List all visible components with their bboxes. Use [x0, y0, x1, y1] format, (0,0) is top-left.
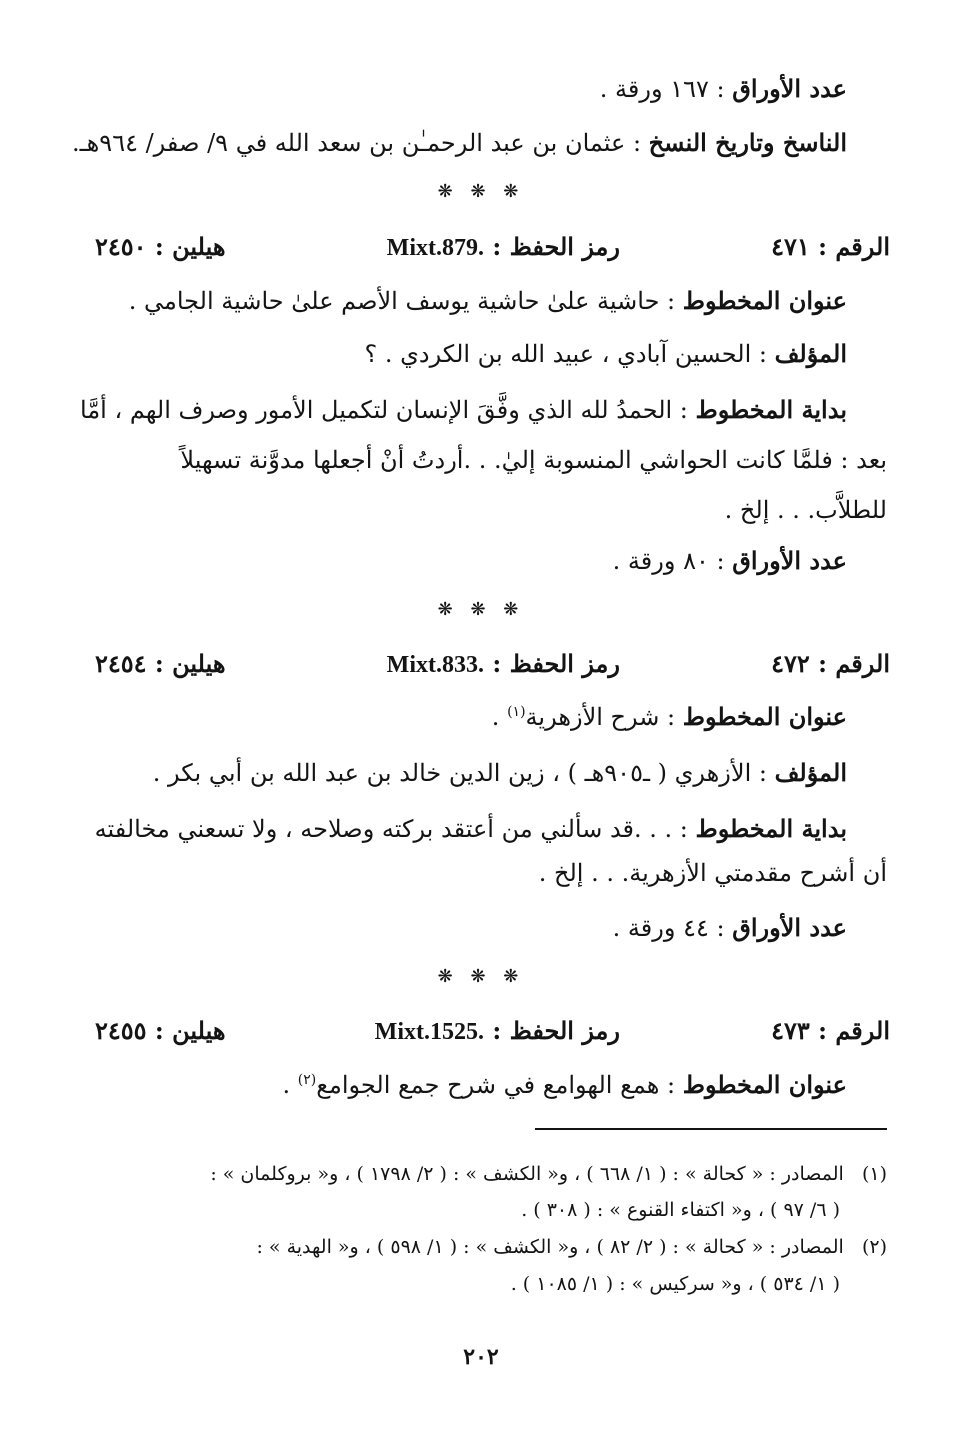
- footnote-ref[interactable]: (٢): [297, 1072, 317, 1088]
- leaves-count-line: عدد الأوراق : ٨٠ ورقة .: [612, 546, 847, 575]
- copyist-line: الناسخ وتاريخ النسخ : عثمان بن عبد الرحمـٰن بن سعد الله في ٩/ صفر/ ٩٦٤هـ.: [71, 128, 847, 157]
- entry-number: الرقم : ٤٧٣: [771, 1016, 890, 1045]
- incipit-line-2: بعد : فلمَّا كانت الحواشي المنسوبة إليٰ. . .أردتُ أنْ أجعلها مدوَّنة تسهيلاً: [180, 446, 887, 474]
- shelf-mark: رمز الحفظ : Mixt.1525.: [374, 1016, 620, 1045]
- footnote-2-line-1: (٢) المصادر : « كحالة » : ( ٢/ ٨٢ ) ، و« الكشف » : ( ١/ ٥٩٨ ) ، و« الهدية » :: [256, 1236, 887, 1258]
- footnote-ref[interactable]: (١): [507, 704, 526, 720]
- entry-header: [95, 646, 890, 682]
- footnote-1-line-1: (١) المصادر : « كحالة » : ( ١/ ٦٦٨ ) ، و« الكشف » : ( ٢/ ١٧٩٨ ) ، و« بروكلمان » :: [210, 1163, 887, 1185]
- section-separator: ❋ ❋ ❋: [437, 181, 525, 202]
- copyist-value: عثمان بن عبد الرحمـٰن بن سعد الله في ٩/ صفر/ ٩٦٤هـ.: [71, 129, 626, 157]
- incipit-line-1: بداية المخطوط : الحمدُ لله الذي وفَّقَ الإنسان لتكميل الأمور وصرف الهم ، أمَّا: [80, 395, 847, 424]
- helin-number: هيلين : ٢٤٥٠: [95, 232, 226, 261]
- incipit-line-1: بداية المخطوط : . . .قد سألني من أعتقد بركته وصلاحه ، ولا تسعني مخالفته: [94, 814, 847, 843]
- incipit-line-2: أن أشرح مقدمتي الأزهرية. . . إلخ .: [538, 859, 887, 887]
- shelf-mark: رمز الحفظ : Mixt.833.: [386, 649, 620, 678]
- footnote-number: (٢): [861, 1236, 887, 1258]
- manuscript-title-line: عنوان المخطوط : همع الهوامع في شرح جمع الجوامع$^{(٢)}$ .: [282, 1070, 847, 1099]
- shelf-mark: رمز الحفظ : Mixt.879.: [386, 232, 620, 261]
- entry-number: الرقم : ٤٧٢: [771, 649, 890, 678]
- manuscript-title: همع الهوامع في شرح جمع الجوامع: [316, 1071, 660, 1099]
- manuscript-title: حاشية علىٰ حاشية يوسف الأصم علىٰ حاشية الجامي .: [128, 287, 660, 315]
- leaves-count-line: عدد الأوراق : ١٦٧ ورقة .: [599, 74, 847, 103]
- helin-number: هيلين : ٢٤٥٥: [95, 1016, 226, 1045]
- author-line: المؤلف : الأزهري ( ـ٩٠٥هـ ) ، زين الدين خالد بن عبد الله بن أبي بكر .: [152, 758, 847, 787]
- author-value: الحسين آبادي ، عبيد الله بن الكردي . ؟: [364, 340, 752, 368]
- manuscript-title-line: عنوان المخطوط : شرح الأزهرية$^{(١)}$ .: [491, 702, 847, 731]
- entry-header: [95, 1013, 890, 1049]
- author-line: المؤلف : الحسين آبادي ، عبيد الله بن الكردي . ؟: [364, 339, 847, 368]
- footnote-1-line-2: ( ٦/ ٩٧ ) ، و« اكتفاء القنوع » : ( ٣٠٨ ) .: [521, 1199, 840, 1221]
- manuscript-title: شرح الأزهرية: [525, 703, 660, 731]
- entry-number: الرقم : ٤٧١: [771, 232, 890, 261]
- footnote-separator: [535, 1128, 887, 1130]
- page-number: ٢٠٢: [463, 1344, 499, 1370]
- section-separator: ❋ ❋ ❋: [437, 966, 525, 987]
- leaves-count-label: عدد الأوراق: [732, 74, 847, 103]
- manuscript-title-line: عنوان المخطوط : حاشية علىٰ حاشية يوسف الأصم علىٰ حاشية الجامي .: [128, 286, 847, 315]
- author-value: الأزهري ( ـ٩٠٥هـ ) ، زين الدين خالد بن عبد الله بن أبي بكر .: [152, 759, 752, 787]
- section-separator: ❋ ❋ ❋: [437, 599, 525, 620]
- leaves-count-value: ١٦٧ ورقة .: [599, 75, 709, 103]
- copyist-label: الناسخ وتاريخ النسخ: [648, 128, 847, 157]
- footnote-2-line-2: ( ١/ ٥٣٤ ) ، و« سركيس » : ( ١/ ١٠٨٥ ) .: [510, 1273, 840, 1295]
- leaves-count-line: عدد الأوراق : ٤٤ ورقة .: [612, 913, 847, 942]
- entry-header: [95, 229, 890, 265]
- helin-number: هيلين : ٢٤٥٤: [95, 649, 226, 678]
- incipit-line-3: للطلاَّب. . . إلخ .: [724, 496, 887, 524]
- footnote-number: (١): [861, 1163, 887, 1185]
